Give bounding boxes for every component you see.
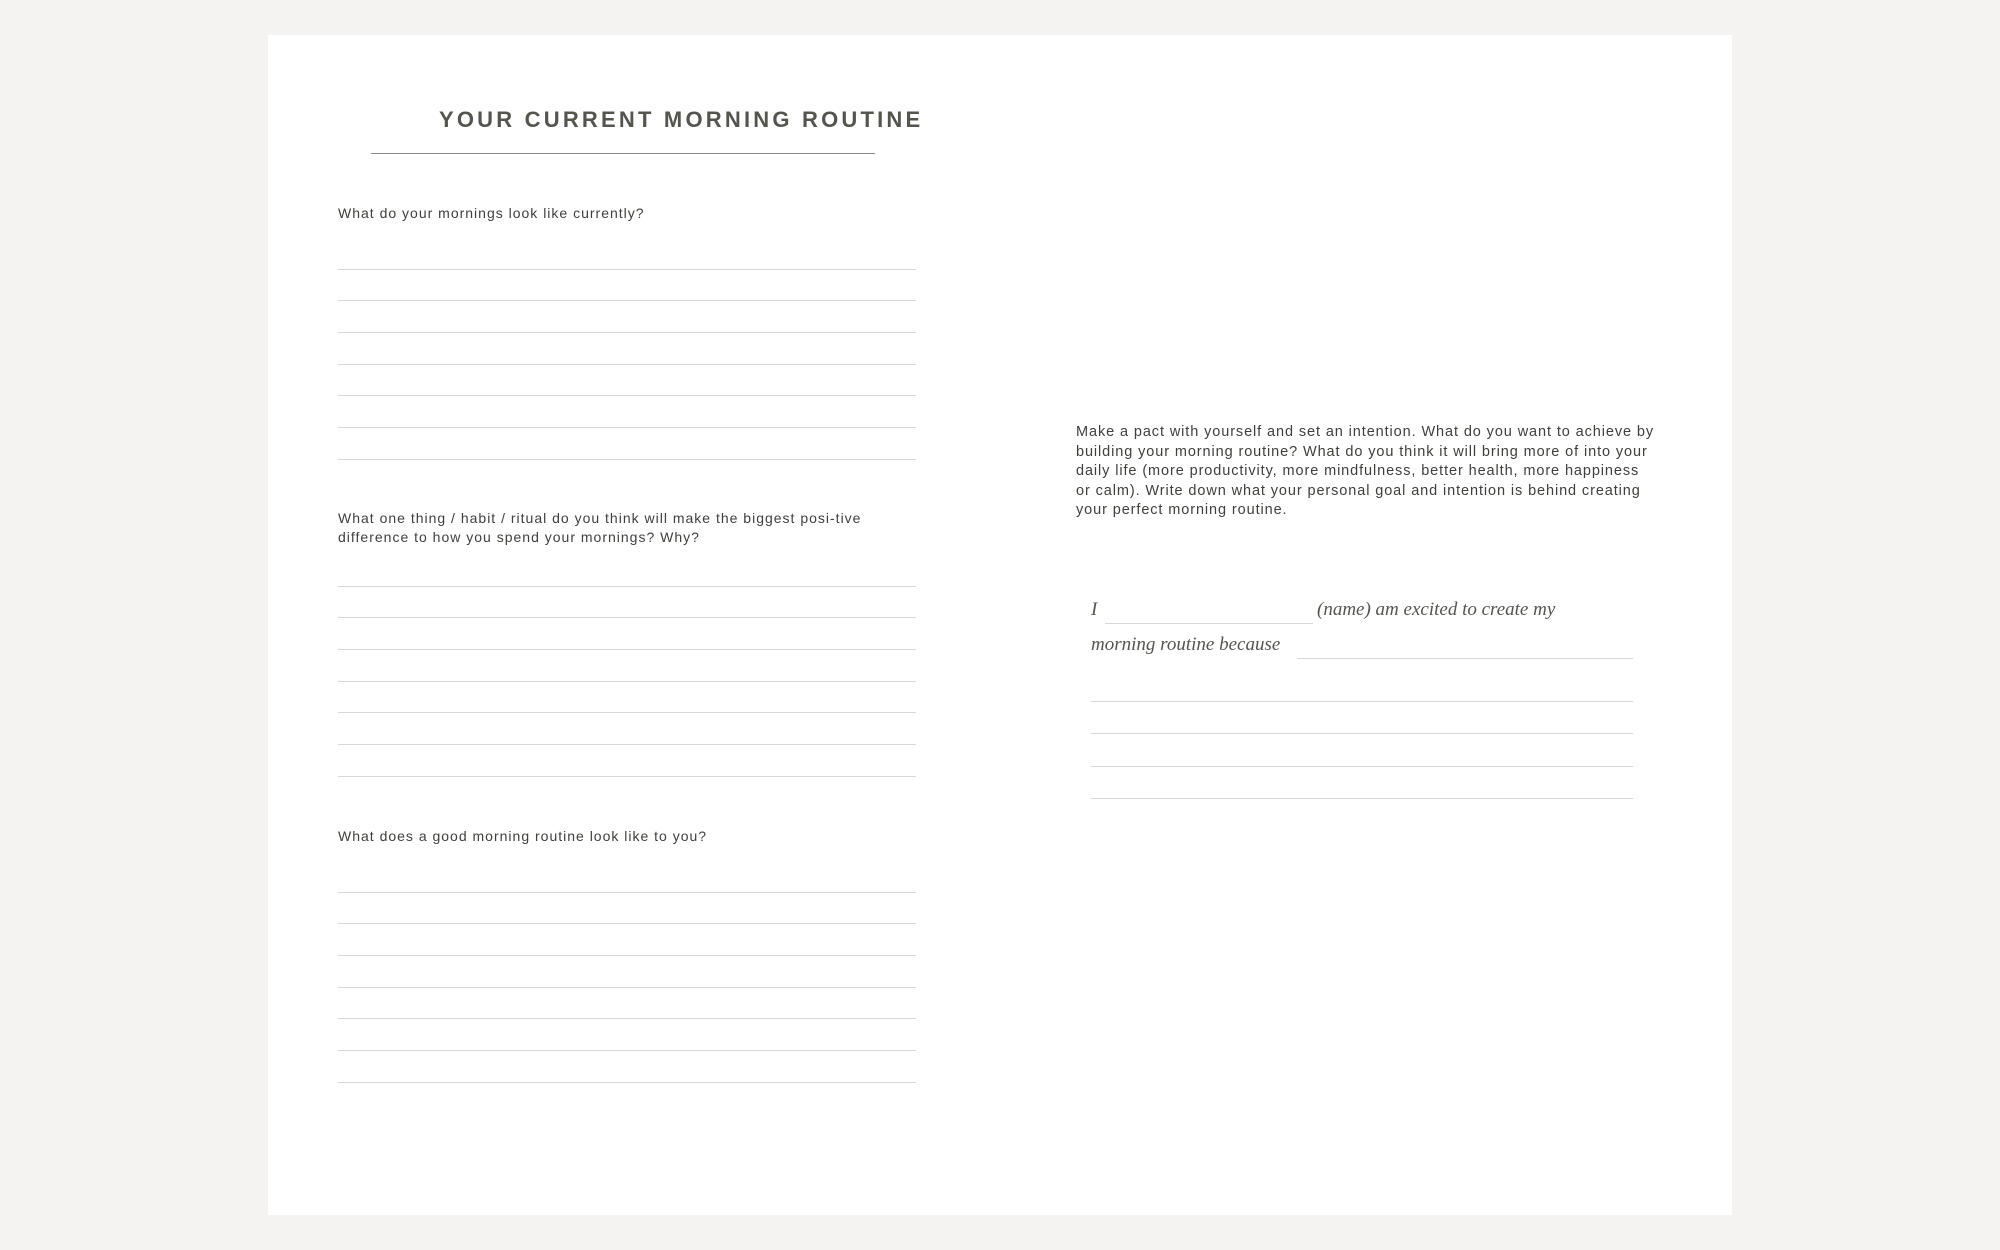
title-underline: [371, 153, 875, 154]
name-blank-line[interactable]: [1105, 623, 1313, 624]
writing-line[interactable]: [338, 270, 916, 302]
writing-line[interactable]: [338, 396, 916, 428]
writing-line[interactable]: [338, 555, 916, 587]
writing-line[interactable]: [338, 745, 916, 777]
writing-line[interactable]: [338, 956, 916, 988]
question-1: What do your mornings look like currently?: [338, 205, 645, 221]
pact-second-line: morning routine because: [1091, 634, 1281, 655]
writing-line[interactable]: [338, 238, 916, 270]
writing-line[interactable]: [338, 587, 916, 619]
writing-line[interactable]: [338, 682, 916, 714]
intention-prompt: Make a pact with yourself and set an intention. What do you want to achieve by building your morning routine? What do you think it will bring more of into your daily life (more productivity, more mindfulness, better health, more happiness or calm). Write down what your personal goal and intention is behind creating your perfect morning routine.: [1076, 424, 1654, 518]
writing-line[interactable]: [338, 333, 916, 365]
pact-extra-lines[interactable]: [1091, 669, 1633, 799]
question-3: What does a good morning routine look like to you?: [338, 828, 708, 844]
pact-row-1: [1091, 599, 1633, 634]
writing-line[interactable]: [338, 301, 916, 333]
page-title: YOUR CURRENT MORNING ROUTINE: [439, 107, 924, 132]
writing-line[interactable]: [338, 713, 916, 745]
answer-lines-3[interactable]: [338, 861, 916, 1083]
pact-statement: [1091, 599, 1633, 799]
pact-row-2: [1091, 634, 1633, 669]
writing-line[interactable]: [1091, 702, 1633, 735]
writing-line[interactable]: [338, 924, 916, 956]
writing-line[interactable]: [338, 1019, 916, 1051]
writing-line[interactable]: [338, 861, 916, 893]
writing-line[interactable]: [338, 428, 916, 460]
writing-line[interactable]: [1091, 669, 1633, 702]
reason-blank-line[interactable]: [1297, 658, 1633, 659]
question-2: What one thing / habit / ritual do you think will make the biggest posi-tive difference to how you spend your mornings? Why?: [338, 510, 862, 545]
writing-line[interactable]: [338, 650, 916, 682]
pact-middle: (name) am excited to create my: [1317, 599, 1556, 620]
writing-line[interactable]: [338, 365, 916, 397]
writing-line[interactable]: [338, 988, 916, 1020]
answer-lines-2[interactable]: [338, 555, 916, 777]
workbook-spread: [268, 35, 1732, 1215]
answer-lines-1[interactable]: [338, 238, 916, 460]
writing-line[interactable]: [338, 618, 916, 650]
pact-start: I: [1091, 599, 1098, 620]
writing-line[interactable]: [1091, 767, 1633, 800]
writing-line[interactable]: [338, 893, 916, 925]
writing-line[interactable]: [1091, 734, 1633, 767]
writing-line[interactable]: [338, 1051, 916, 1083]
